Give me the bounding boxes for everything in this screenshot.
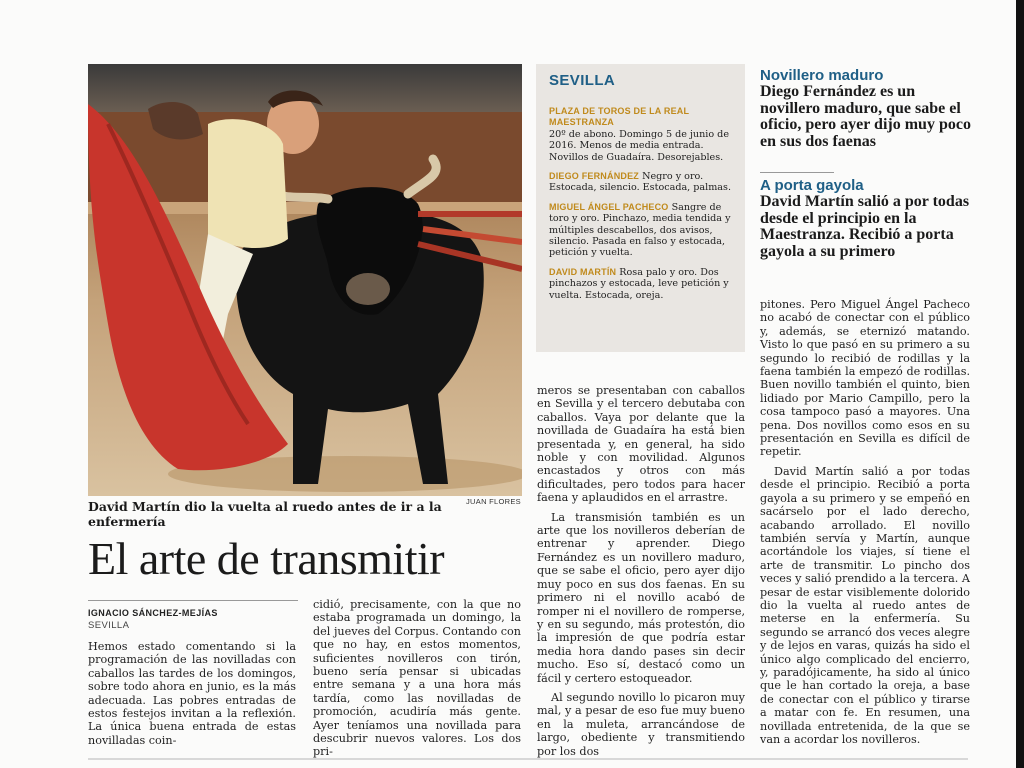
info-entry-bullfighter <box>549 202 735 259</box>
article-column-3 <box>537 384 745 758</box>
highlight-body: Diego Fernández es un novillero maduro, que sabe el oficio, pero ayer dijo muy poco en sus dos faenas <box>760 83 971 150</box>
info-entry-tag: PLAZA DE TOROS DE LA REAL MAESTRANZA <box>549 106 690 128</box>
info-entry-tag: MIGUEL ÁNGEL PACHECO <box>549 201 669 212</box>
info-entry-bullfighter <box>549 171 735 194</box>
article-headline: El arte de transmitir <box>88 533 445 584</box>
info-box-entries <box>549 106 735 309</box>
bullfight-info-box <box>536 64 745 352</box>
page-edge <box>1016 0 1024 768</box>
article-dateline: SEVILLA <box>88 620 130 631</box>
photo-credit: JUAN FLORES <box>466 497 521 506</box>
bullfight-photo <box>88 64 522 496</box>
highlight-heading: Novillero maduro <box>760 67 884 84</box>
photo-caption: David Martín dio la vuelta al ruedo antes de ir a la enfermería <box>88 499 442 529</box>
bullfight-scene-illustration <box>88 64 522 496</box>
info-entry-venue <box>549 106 735 163</box>
paragraph: cidió, precisamente, con la que no estaba programada un domingo, la del jueves del Corpus. Contando con que no hay, en estos momentos, suficientes novilleros con tirón, bueno sería pensar si ubicadas entre semana y a una hora más tardía, como las novilladas de promoción, acudiría más gente. Ayer teníamos una novillada para descubrir nuevos valores. Los dos pri- <box>313 598 521 759</box>
info-entry-text: Sangre de toro y oro. Pinchazo, media tendida y múltiples descabellos, dos avisos, silencio. Pasada en falso y estocada, petición y vuelta. <box>549 201 731 259</box>
paragraph: pitones. Pero Miguel Ángel Pacheco no acabó de conectar con el público y, además, se eternizó matando. Visto lo que pasó en su primero a su segundo lo recibió de rodillas y la faena también la empezó de rodillas. Buen novillo también el quinto, bien lidiado por Mario Campillo, pero la cosa tampoco pasó a mayores. Una pena. Dos novillos como esos en su presentación en Sevilla es difícil de repetir. <box>760 298 970 459</box>
highlight-quote <box>760 67 972 150</box>
article-column-4 <box>760 298 970 746</box>
page-bottom-rule <box>88 758 968 760</box>
info-entry-text: 20º de abono. Domingo 5 de junio de 2016. Menos de media entrada. Novillos de Guadaíra. Desorejables. <box>549 128 730 163</box>
highlight-divider <box>760 172 834 173</box>
highlight-body: David Martín salió a por todas desde el principio en la Maestranza. Recibió a porta gayola a su primero <box>760 193 970 260</box>
info-entry-text: Negro y oro. Estocada, silencio. Estocada, palmas. <box>549 171 732 194</box>
highlight-heading: A porta gayola <box>760 177 864 194</box>
paragraph: meros se presentaban con caballos en Sevilla y el tercero debutaba con caballos. Vaya por delante que la novillada de Guadaíra ha está bien presentada y, en general, ha sido noble y con movilidad. Algunos encastados y otros con más dificultades, pero todos para hacer faena y aplaudidos en el arrastre. <box>537 384 745 505</box>
paragraph: Al segundo novillo lo picaron muy mal, y a pesar de eso fue muy bueno en la muleta, arrancándose de largo, obediente y transmitiendo por los dos <box>537 690 745 758</box>
article-column-1 <box>88 640 296 747</box>
info-entry-bullfighter <box>549 267 735 301</box>
article-column-2 <box>313 598 521 759</box>
author-divider <box>88 600 298 601</box>
paragraph: Hemos estado comentando si la programación de las novilladas con caballos las tardes de los domingos, sobre todo ahora en junio, es la más adecuada. Las pobres entradas de estos festejos invitan a la reflexión. La única buena entrada de estas novilladas coin- <box>88 640 296 747</box>
highlight-quote <box>760 172 972 260</box>
info-entry-tag: DIEGO FERNÁNDEZ <box>549 171 640 182</box>
info-entry-tag: DAVID MARTÍN <box>549 266 617 277</box>
info-box-city: SEVILLA <box>549 72 616 89</box>
paragraph: La transmisión también es un arte que los novilleros deberían de entrenar y aprender. Diego Fernández es un novillero maduro, que se sabe el oficio, pero ayer dijo muy poco en sus dos faenas. En su primero ni el novillo acabó de romper ni el novillero de romperse, y en su segundo, más protestón, dio la impresión de que podría estar media hora dando pases sin decir mucho. Eso sí, destacó como un fácil y certero estoqueador. <box>537 510 745 685</box>
info-entry-text: Rosa palo y oro. Dos pinchazos y estocada, leve petición y vuelta. Estocada, oreja. <box>549 266 729 301</box>
paragraph: David Martín salió a por todas desde el principio. Recibió a porta gayola a su primero y se empeñó en sacárselo por el lado derecho, acabando arrollado. El novillo también servía y Martín, aunque acortándole los viajes, sí tiene el arte de transmitir. Lo pincho dos veces y salió prendido a la tercera. A pesar de estar visiblemente dolorido dio la vuelta al ruedo antes de meterse en la enfermería. Su segundo se arrancó dos veces alegre y de lejos en varas, quizás ha sido el único algo complicado del encierro, y, paradójicamente, ha sido al único que le han cortado la oreja, a base de conectar con el público y tirarse a matar con fe. En resumen, una novillada entretenida, de la que se van a acordar los novilleros. <box>760 464 970 746</box>
article-author: IGNACIO SÁNCHEZ-MEJÍAS <box>88 608 218 618</box>
